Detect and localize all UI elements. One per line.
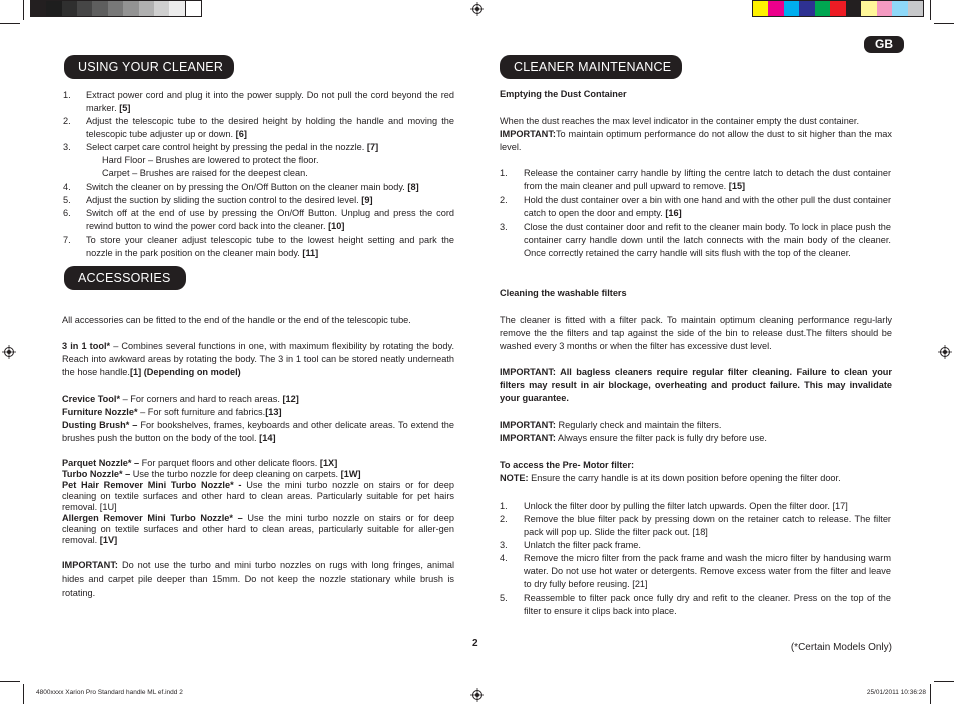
- list-number: 2.: [63, 116, 71, 126]
- color-swatch: [108, 1, 123, 16]
- list-figure-ref: [16]: [665, 208, 682, 219]
- list-number: 3.: [500, 222, 508, 232]
- list-number: 1.: [500, 168, 508, 178]
- section-title-using: USING YOUR CLEANER: [64, 55, 234, 79]
- list-number: 2.: [500, 195, 508, 205]
- emptying-heading: Emptying the Dust Container: [500, 89, 627, 99]
- list-number: 6.: [63, 208, 71, 218]
- color-swatch: [861, 1, 876, 16]
- important-check-line: [500, 419, 892, 432]
- list-text-body: Unlatch the filter pack frame.: [524, 540, 641, 550]
- washable-important-warning: IMPORTANT: All bagless cleaners require regular filter cleaning. Failure to clean your filters may result in air blockage, overheating and product failure. This may invalidate your guarantee.: [500, 367, 892, 404]
- color-swatch: [185, 1, 201, 16]
- list-text-body: Reassemble to filter pack once fully dry and refit to the cleaner. Press on the top of the filter to ensure it clips back into place.: [524, 593, 891, 617]
- color-swatch: [77, 1, 92, 16]
- imp1-label: IMPORTANT:: [500, 420, 556, 430]
- turbo-ref: [1W]: [340, 469, 361, 479]
- registration-mark-icon: [470, 2, 484, 16]
- list-text-body: Remove the blue filter pack by pressing down on the retainer catch to release. The filter pack will pop up. Slide the filter pack out. [18]: [524, 514, 891, 538]
- list-figure-ref: [10]: [328, 221, 345, 232]
- furniture-ref: [13]: [265, 407, 282, 417]
- allergen-text: Use the mini turbo nozzle on stairs or for deep cleaning on textile surfaces and other hard to clean areas, particularly suitable for aller-gen removal.: [62, 513, 454, 545]
- color-swatch: [31, 1, 46, 16]
- list-text-body: Remove the micro filter from the pack frame and wash the micro filter by handusing warm water. Do not use hot water or detergents. Remove excess water from the filter and leave to dry fully before reusing. [21]: [524, 553, 891, 590]
- list-text-body: Switch the cleaner on by pressing the On/Off Button on the cleaner main body.: [86, 182, 408, 192]
- color-swatch: [830, 1, 845, 16]
- crop-mark: [930, 0, 931, 20]
- turbo-nozzle-line: [62, 469, 454, 480]
- tool-3in1-paragraph: [62, 340, 454, 379]
- important-dry-line: [500, 432, 892, 445]
- color-swatch: [46, 1, 61, 16]
- list-number: 4.: [500, 553, 508, 563]
- note-label: NOTE:: [500, 473, 529, 483]
- crop-mark: [23, 0, 24, 20]
- list-text: [524, 167, 891, 193]
- crevice-tool-line: [62, 393, 454, 406]
- crop-mark: [934, 23, 954, 24]
- emptying-important-text: To maintain optimum performance do not allow the dust to sit higher than the max level.: [500, 129, 892, 153]
- list-text: [86, 141, 454, 154]
- footer-date: 25/01/2011 10:36:28: [866, 689, 926, 696]
- list-figure-ref: [7]: [366, 142, 379, 152]
- premotor-heading: To access the Pre- Motor filter:: [500, 460, 635, 470]
- emptying-important-label: IMPORTANT:: [500, 129, 556, 139]
- list-text-body: Unlock the filter door by pulling the filter latch upwards. Open the filter door. [17]: [524, 501, 848, 511]
- color-swatch: [892, 1, 907, 16]
- list-figure-ref: [15]: [728, 181, 746, 192]
- crop-mark: [930, 684, 931, 704]
- color-swatch: [123, 1, 138, 16]
- color-swatch-bar: [752, 0, 924, 17]
- imp2-text: Always ensure the filter pack is fully dry before use.: [555, 433, 767, 443]
- hard-floor-line: Hard Floor – Brushes are lowered to protect the floor.: [102, 155, 319, 165]
- parquet-ref: [1X]: [319, 458, 338, 468]
- dusting-brush-paragraph: [62, 419, 454, 445]
- crop-mark: [934, 681, 954, 682]
- language-badge: GB: [864, 36, 904, 53]
- imp1-text: Regularly check and maintain the filters.: [555, 420, 722, 430]
- crop-mark: [0, 23, 20, 24]
- list-number: 5.: [63, 195, 71, 205]
- color-swatch: [753, 1, 768, 16]
- premotor-note: [500, 472, 892, 485]
- important-label: IMPORTANT:: [62, 560, 118, 570]
- list-figure-ref: [11]: [302, 248, 319, 259]
- registration-mark-icon: [938, 345, 952, 359]
- list-text: [86, 207, 454, 233]
- imp2-label: IMPORTANT:: [500, 433, 556, 443]
- accessories-intro: All accessories can be fitted to the end of the handle or the end of the telescopic tube.: [62, 315, 411, 325]
- note-text: Ensure the carry handle is at its down position before opening the filter door.: [528, 473, 841, 483]
- list-number: 3.: [63, 142, 71, 152]
- dusting-label: Dusting Brush* –: [62, 420, 138, 430]
- color-swatch: [169, 1, 184, 16]
- list-text-body: Select carpet care control height by pressing the pedal in the nozzle.: [86, 142, 367, 152]
- registration-mark-icon: [470, 688, 484, 702]
- color-swatch: [815, 1, 830, 16]
- dusting-text: For bookshelves, frames, keyboards and other delicate areas. To extend the brushes push the button on the body of the tool.: [62, 420, 454, 444]
- page-number: 2: [472, 638, 478, 649]
- color-swatch: [877, 1, 892, 16]
- tool-3in1-ref: [1] (Depending on model): [129, 367, 241, 378]
- list-text-body: Adjust the suction by sliding the suction control to the desired level.: [86, 195, 362, 205]
- crevice-ref: [12]: [282, 394, 299, 404]
- color-swatch: [154, 1, 169, 16]
- list-figure-ref: [9]: [361, 195, 373, 205]
- section-title-maintenance: CLEANER MAINTENANCE: [500, 55, 682, 79]
- list-figure-ref: [8]: [407, 182, 419, 192]
- certain-models-note: (*Certain Models Only): [790, 642, 892, 653]
- parquet-label: Parquet Nozzle* –: [62, 458, 140, 468]
- list-number: 5.: [500, 593, 508, 603]
- list-number: 3.: [500, 540, 508, 550]
- list-number: 7.: [63, 235, 71, 245]
- carpet-line: Carpet – Brushes are raised for the deepest clean.: [102, 168, 308, 178]
- allergen-label: Allergen Remover Mini Turbo Nozzle* –: [62, 513, 243, 523]
- list-text: [86, 181, 454, 194]
- list-text-body: Extract power cord and plug it into the power supply. Do not pull the cord beyond the red marker.: [86, 90, 454, 114]
- list-figure-ref: [5]: [119, 103, 131, 114]
- turbo-text: Use the turbo nozzle for deep cleaning on carpets.: [130, 469, 341, 479]
- list-number: 2.: [500, 514, 508, 524]
- list-text: [86, 234, 454, 260]
- list-number: 1.: [500, 501, 508, 511]
- accessories-important: [62, 558, 454, 601]
- footer-file-info: 4800xxxx Xarion Pro Standard handle ML ef.indd 2: [36, 689, 183, 696]
- color-swatch: [908, 1, 923, 16]
- washable-paragraph: The cleaner is fitted with a filter pack. To maintain optimum cleaning performance regu-larly remove the the filters and tap against the side of the bin to release dust.The filters should be washed every 3 months or when the filter has excessive dust level.: [500, 315, 892, 352]
- section-title-accessories: ACCESSORIES: [64, 266, 186, 290]
- list-text: [524, 592, 891, 618]
- pet-hair-nozzle-paragraph: [62, 480, 454, 513]
- washable-heading: Cleaning the washable filters: [500, 288, 627, 298]
- list-text: [524, 513, 891, 539]
- crevice-label: Crevice Tool*: [62, 394, 121, 404]
- furniture-label: Furniture Nozzle*: [62, 407, 138, 417]
- list-text-body: Switch off at the end of use by pressing the On/Off Button. Unplug and press the cord rewind button to wind the power cord back into the cleaner.: [86, 208, 454, 232]
- parquet-text: For parquet floors and other delicate floors.: [139, 458, 320, 468]
- allergen-nozzle-paragraph: [62, 513, 454, 546]
- tool-3in1-text: – Combines several functions in one, with maximum flexibility by rotating the body. Reach into awkward areas by rotating the body. The 3 in 1 tool can be stored neatly underneath the hose handle.: [62, 341, 454, 378]
- registration-mark-icon: [2, 345, 16, 359]
- list-text-body: Adjust the telescopic tube to the desired height by holding the handle and moving the telescopic tube adjuster up or down.: [86, 116, 454, 140]
- list-figure-ref: [6]: [235, 129, 247, 140]
- color-swatch: [784, 1, 799, 16]
- list-text: [524, 221, 891, 260]
- list-number: 1.: [63, 90, 71, 100]
- crop-mark: [23, 684, 24, 704]
- color-swatch: [62, 1, 77, 16]
- turbo-label: Turbo Nozzle* –: [62, 469, 131, 479]
- crop-mark: [0, 681, 20, 682]
- list-text-body: Close the dust container door and refit to the cleaner main body. To lock in place push the container carry handle down until the latch connects with the main body of the cleaner. Once correctly retained the carry handle will sits flush with the top of the cleaner.: [524, 222, 891, 259]
- list-text-body: To store your cleaner adjust telescopic tube to the lowest height setting and park the nozzle in the park position on the cleaner main body.: [86, 235, 454, 259]
- grayscale-swatch-bar: [30, 0, 202, 17]
- list-text: [86, 194, 454, 207]
- pethair-text: Use the mini turbo nozzle on stairs or for deep cleaning on textile surfaces and other hard to clean areas. Particularly suitable for pet hairs removal. [1U]: [62, 480, 455, 512]
- important-text: Do not use the turbo and mini turbo nozzles on rugs with long fringes, animal hides and carpet pile deeper than 15mm. Do not keep the nozzle stationary while brush is rotating.: [62, 560, 454, 599]
- tool-3in1-label: 3 in 1 tool*: [62, 341, 111, 351]
- list-number: 4.: [63, 182, 71, 192]
- list-text: [524, 552, 891, 591]
- crevice-text: – For corners and hard to reach areas.: [120, 394, 283, 404]
- parquet-nozzle-line: [62, 458, 454, 469]
- color-swatch: [92, 1, 107, 16]
- list-text-body: Release the container carry handle by lifting the centre latch to detach the dust container from the main cleaner and pull upward to remove.: [524, 168, 891, 192]
- list-text-body: Hold the dust container over a bin with one hand and with the other pull the dust container catch to open the door and empty.: [524, 195, 891, 219]
- list-text: [86, 115, 454, 141]
- color-swatch: [139, 1, 154, 16]
- list-text: [524, 539, 891, 552]
- emptying-paragraph: When the dust reaches the max level indicator in the container empty the dust container.: [500, 116, 860, 126]
- allergen-ref: [1V]: [99, 535, 118, 545]
- nozzles-block: [62, 458, 454, 546]
- list-text: [524, 500, 891, 513]
- pethair-label: Pet Hair Remover Mini Turbo Nozzle* -: [62, 480, 242, 490]
- color-swatch: [846, 1, 861, 16]
- color-swatch: [799, 1, 814, 16]
- list-text: [86, 89, 454, 115]
- furniture-text: – For soft furniture and fabrics.: [137, 407, 266, 417]
- list-text: [524, 194, 891, 220]
- dusting-ref: [14]: [259, 433, 276, 444]
- emptying-important: [500, 128, 892, 154]
- color-swatch: [768, 1, 783, 16]
- furniture-nozzle-line: [62, 406, 454, 419]
